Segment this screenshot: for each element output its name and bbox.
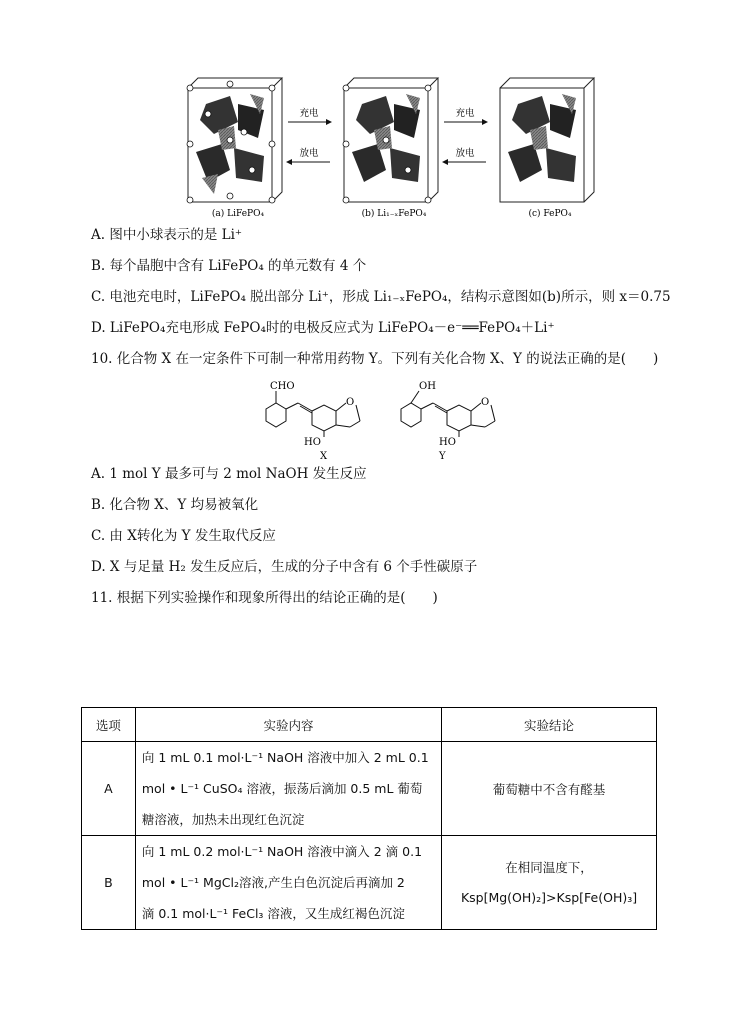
row-a-content-line: 向 1 mL 0.1 mol·L⁻¹ NaOH 溶液中加入 2 mL 0.1 [141,750,429,765]
cell-a [187,78,282,203]
q10-option-c: C. 由 X转化为 Y 发生取代反应 [91,528,276,544]
q9-option-d: D. LiFePO₄充电形成 FePO₄时的电极反应式为 LiFePO₄－e⁻══FePO₄＋Li⁺ [91,320,555,336]
molecule-x [262,375,382,463]
q10-option-d: D. X 与足量 H₂ 发生反应后，生成的分子中含有 6 个手性碳原子 [91,559,478,575]
caption-a: (a) LiFePO₄ [211,209,265,219]
q10-option-a: A. 1 mol Y 最多可与 2 mol NaOH 发生反应 [91,466,367,482]
discharge-label-1: 放电 [299,148,319,159]
y-ho-group: HO [439,437,456,448]
q9-option-b: B. 每个晶胞中含有 LiFePO₄ 的单元数有 4 个 [91,258,367,274]
molecule-y-label: Y [439,451,446,462]
molecule-y [397,375,517,463]
row-a-option: A [82,742,136,836]
header-content: 实验内容 [135,708,441,742]
x-ho-group: HO [304,437,321,448]
charge-label-1: 充电 [299,108,319,119]
discharge-label-2: 放电 [455,148,475,159]
row-b-content-line: 向 1 mL 0.2 mol·L⁻¹ NaOH 溶液中滴入 2 滴 0.1 [141,844,423,859]
y-ring-oxygen: O [481,397,490,408]
table-row [82,836,657,930]
q10-stem: 10. 化合物 X 在一定条件下可制一种常用药物 Y。下列有关化合物 X、Y 的说法正确的是( ) [91,351,659,367]
q9-option-c: C. 电池充电时，LiFePO₄ 脱出部分 Li⁺，形成 Li₁₋ₓFePO₄，结构示意图如(b)所示，则 x＝0.75 [91,289,671,305]
table-header-row [82,708,657,742]
y-oh-group: OH [419,381,436,392]
row-a-content-line: 糖溶液，加热未出现红色沉淀 [141,812,305,827]
row-b-content-line: 滴 0.1 mol·L⁻¹ FeCl₃ 溶液，又生成红褐色沉淀 [141,906,405,921]
experiment-table [81,707,657,930]
caption-c: (c) FePO₄ [528,209,572,219]
cell-b [343,78,438,203]
row-a-content-line: mol • L⁻¹ CuSO₄ 溶液，振荡后滴加 0.5 mL 葡萄 [141,781,423,796]
crystal-structure-figure [178,74,598,222]
row-a-content [135,742,441,836]
row-a-conclusion-line: 葡萄糖中不含有醛基 [492,781,606,797]
x-ring-oxygen: O [346,397,355,408]
q11-stem: 11. 根据下列实验操作和现象所得出的结论正确的是( ) [91,590,438,606]
molecule-x-label: X [320,451,328,462]
cell-c [500,78,594,202]
q10-option-b: B. 化合物 X、Y 均易被氧化 [91,497,259,513]
charge-label-2: 充电 [455,108,475,119]
row-a-conclusion [442,742,657,836]
header-conclusion: 实验结论 [442,708,657,742]
row-b-option: B [82,836,136,930]
caption-b: (b) Li₁₋ₓFePO₄ [361,209,427,219]
x-cho-group: CHO [270,381,295,392]
header-option: 选项 [82,708,136,742]
row-b-content [135,836,441,930]
q9-option-a: A. 图中小球表示的是 Li⁺ [91,227,243,243]
row-b-conclusion [442,836,657,930]
row-b-conclusion-line: 在相同温度下， [505,859,593,875]
row-b-conclusion-line: Ksp[Mg(OH)₂]>Ksp[Fe(OH)₃] [460,889,638,905]
row-b-content-line: mol • L⁻¹ MgCl₂溶液,产生白色沉淀后再滴加 2 [141,875,405,890]
table-row [82,742,657,836]
